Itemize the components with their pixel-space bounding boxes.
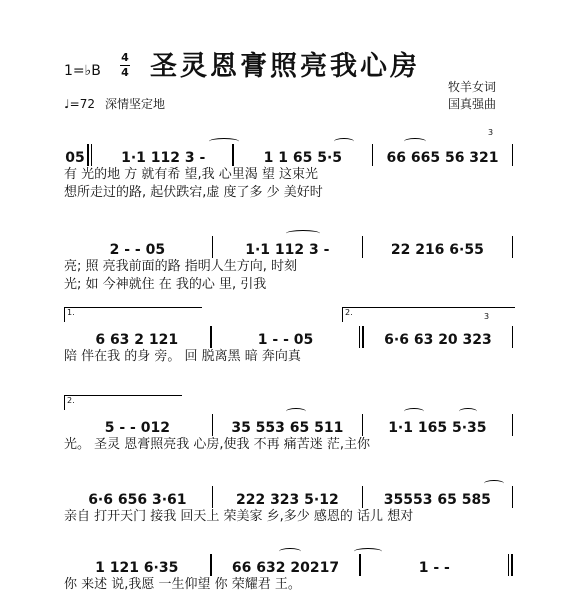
lyric-line-1: 陪 伴在我 的身 旁。 回 脱离黑 暗 奔向真 xyxy=(64,349,301,364)
barline xyxy=(232,144,233,166)
triplet-mark: 3 xyxy=(484,312,490,321)
score-row-6 xyxy=(64,550,514,594)
barline xyxy=(512,486,513,508)
lyric-line-2: 想所走过的路, 起伏跌宕,虚 度了多 少 美好时 xyxy=(64,185,323,200)
lyric-line-1: 有 光的地 方 就有希 望,我 心里渴 望 这束光 xyxy=(64,167,319,182)
lyric-line-1: 亲自 打开天门 接我 回天上 荣美家 乡,多少 感恩的 话儿 想对 xyxy=(64,509,414,524)
measure: 22 216 6·55 xyxy=(390,242,484,258)
measure: 1 - - 05 xyxy=(257,332,314,348)
measure: 6·6 63 20 323 xyxy=(384,332,492,348)
tie xyxy=(354,548,382,555)
measure: 66 665 56 321 xyxy=(386,150,499,166)
key-signature: 1=♭B xyxy=(64,63,101,79)
measure: 1·1 112 3 - xyxy=(121,150,206,166)
lyric-line-1: 你 来述 说,我愿 一生仰望 你 荣耀君 王。 xyxy=(64,577,301,592)
score-row-4 xyxy=(64,396,514,454)
lyric-line-1: 光。 圣灵 恩膏照亮我 心房,使我 不再 痛苦迷 茫,主你 xyxy=(64,437,371,452)
volta-first: 1. xyxy=(64,307,202,322)
barline xyxy=(210,554,211,576)
barline xyxy=(372,144,373,166)
notes-row xyxy=(64,322,514,348)
measure: 35553 65 585 xyxy=(383,492,491,508)
tie xyxy=(404,408,424,415)
barline xyxy=(362,414,363,436)
tie xyxy=(459,408,477,415)
barline xyxy=(210,326,211,348)
triplet-mark: 3 xyxy=(488,128,494,137)
barline xyxy=(512,144,513,166)
volta-second: 2. xyxy=(64,395,182,410)
expression-mark: 深情坚定地 xyxy=(104,97,165,111)
score-row-1 xyxy=(64,128,514,202)
score-row-2 xyxy=(64,232,514,294)
time-signature xyxy=(120,52,130,79)
measure: 6 63 2 121 xyxy=(95,332,179,348)
measure: 6·6 656 3·61 xyxy=(88,492,187,508)
lyric-line-2: 光; 如 今神就住 在 我的心 里, 引我 xyxy=(64,277,267,292)
final-barline xyxy=(508,554,513,576)
tie xyxy=(286,230,320,237)
measure: 35 553 65 511 xyxy=(231,420,344,436)
measure: 2 - - 05 xyxy=(109,242,166,258)
lyricist-credit: 牧羊女词 xyxy=(448,80,497,94)
score-row-3 xyxy=(64,308,514,366)
measure: 1 121 6·35 xyxy=(95,560,179,576)
measure: 222 323 5·12 xyxy=(235,492,339,508)
tempo-mark: ♩=72 xyxy=(64,97,95,111)
barline xyxy=(512,326,513,348)
measure: 1·1 165 5·35 xyxy=(388,420,487,436)
lyric-line-1: 亮; 照 亮我前面的路 指明人生方向, 时刻 xyxy=(64,259,298,274)
barline xyxy=(212,414,213,436)
composer-credit: 国真强曲 xyxy=(448,97,497,111)
page-title: 圣灵恩膏照亮我心房 xyxy=(150,51,420,82)
tie xyxy=(484,480,504,487)
notes-row xyxy=(64,140,514,166)
tie xyxy=(404,138,426,145)
measure: 5 - - 012 xyxy=(104,420,170,436)
tempo-line xyxy=(64,95,165,112)
measure: 05 xyxy=(65,150,85,166)
repeat-end-barline xyxy=(359,326,364,348)
barline xyxy=(212,486,213,508)
barline xyxy=(512,414,513,436)
measure: 66 632 20217 xyxy=(231,560,340,576)
measure: 1·1 112 3 - xyxy=(245,242,330,258)
barline xyxy=(362,486,363,508)
barline xyxy=(212,236,213,258)
score-row-5 xyxy=(64,482,514,526)
barline xyxy=(362,236,363,258)
measure: 1 - - xyxy=(418,560,450,576)
notes-row xyxy=(64,482,514,508)
tie xyxy=(334,138,354,145)
repeat-start-barline xyxy=(87,144,94,166)
barline xyxy=(359,554,360,576)
volta-second: 2. xyxy=(342,307,515,322)
tie xyxy=(279,548,301,555)
tie xyxy=(209,138,239,145)
tie xyxy=(286,408,306,415)
measure: 1 1 65 5·5 xyxy=(263,150,343,166)
meter-top: 4 xyxy=(121,51,129,64)
barline xyxy=(512,236,513,258)
meter-bottom: 4 xyxy=(121,66,129,79)
